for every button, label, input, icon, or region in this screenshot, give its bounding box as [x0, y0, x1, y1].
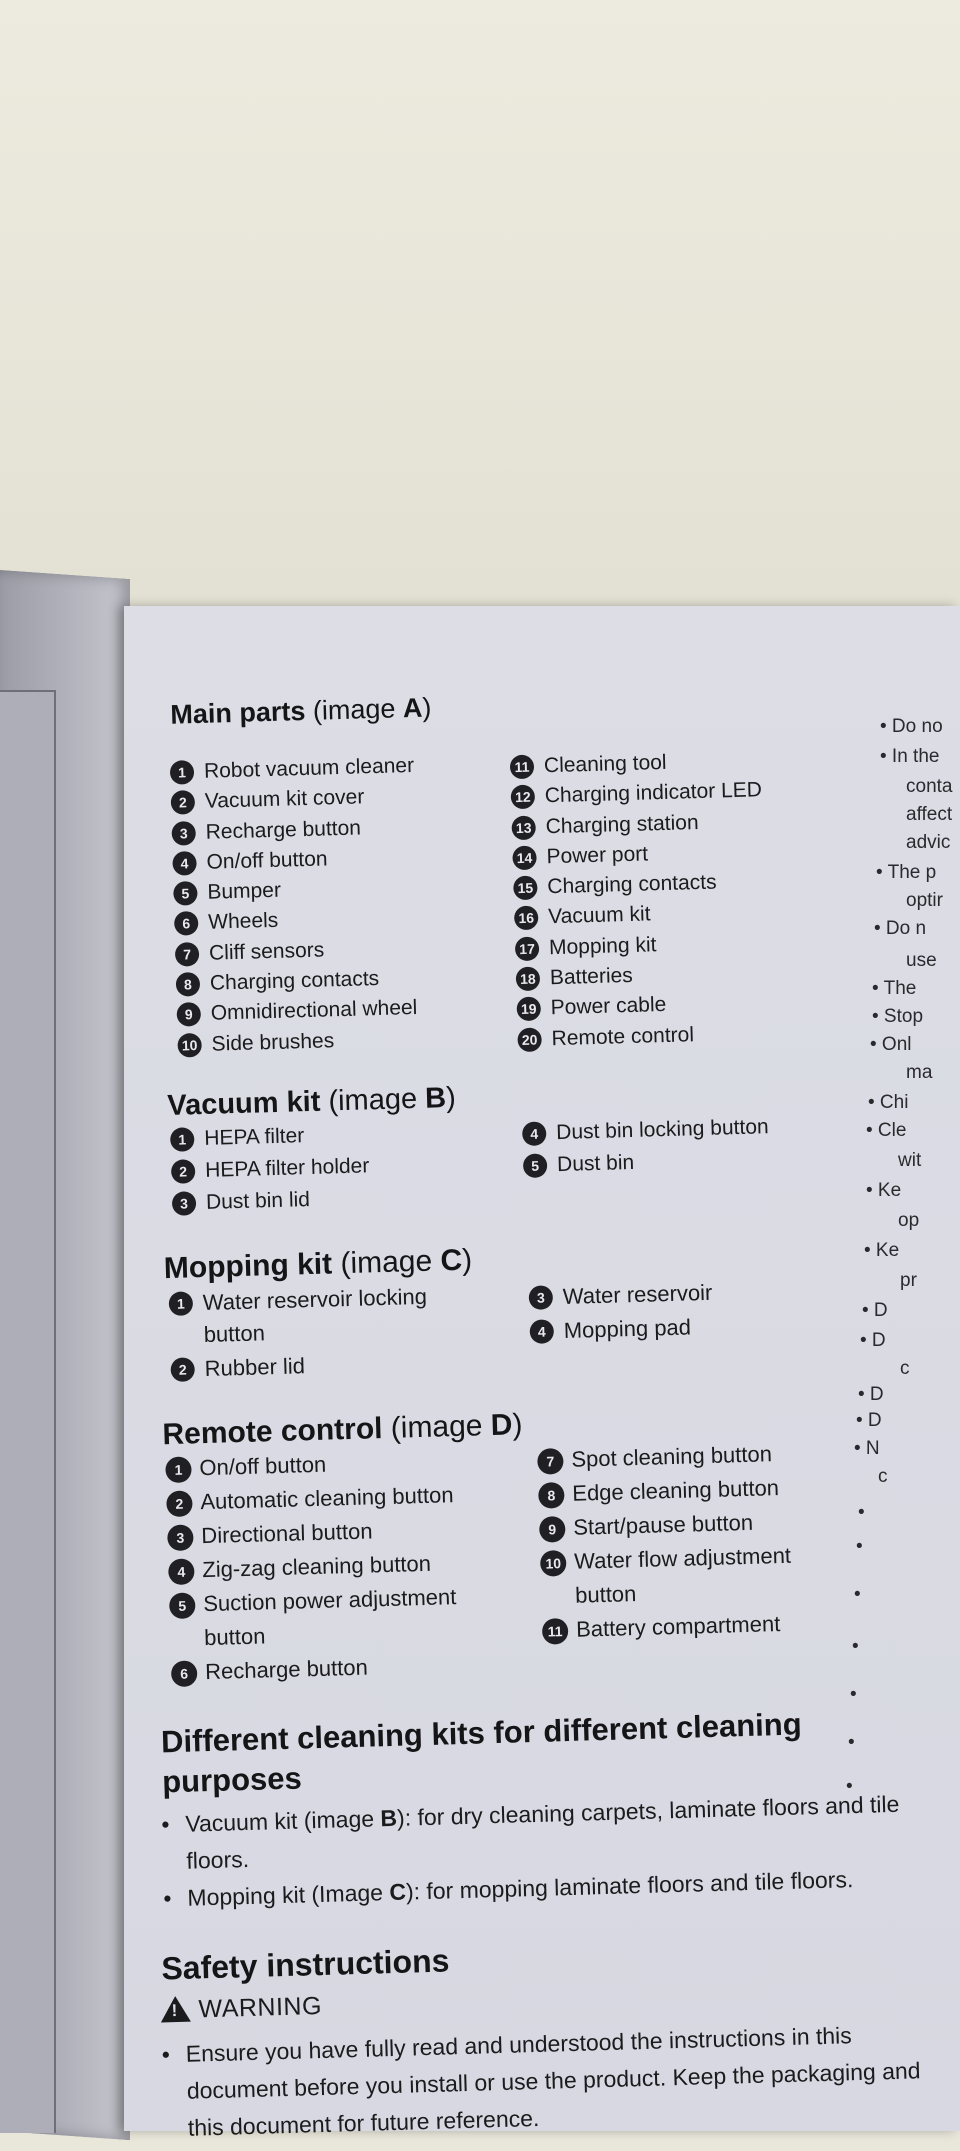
- item-label: Charging indicator LED: [544, 778, 763, 808]
- item-number-badge: 7: [175, 942, 200, 967]
- vacuum-kit-part-item: [523, 1143, 770, 1182]
- item-label: Cleaning tool: [543, 750, 667, 778]
- item-label: Side brushes: [211, 1028, 335, 1056]
- item-label: On/off button: [199, 1451, 327, 1481]
- item-label: Automatic cleaning button: [200, 1482, 454, 1515]
- item-number-badge: 1: [169, 1291, 194, 1316]
- item-number-badge: 1: [165, 1456, 192, 1483]
- item-label: Charging contacts: [547, 870, 717, 899]
- item-number-badge: 4: [168, 1558, 195, 1585]
- mopping-kit-list-left: [168, 1280, 451, 1388]
- main-part-item: [177, 1024, 422, 1061]
- remote-control-list-left: [165, 1443, 512, 1690]
- item-number-badge: 10: [177, 1033, 202, 1058]
- item-label: HEPA filter: [203, 1124, 305, 1150]
- item-number-badge: 7: [537, 1448, 564, 1475]
- mopping-kit-part-item: [170, 1346, 451, 1386]
- remote-part-item: [169, 1579, 511, 1656]
- item-number-badge: 4: [522, 1121, 547, 1146]
- remote-part-item: [540, 1538, 832, 1614]
- mopping-kit-part-item: [529, 1311, 713, 1348]
- item-number-badge: 10: [540, 1550, 567, 1577]
- vacuum-kit-part-item: [172, 1182, 371, 1220]
- item-label: Spot cleaning button: [571, 1441, 773, 1472]
- item-number-badge: 4: [172, 851, 197, 876]
- item-number-badge: 3: [172, 1191, 197, 1216]
- warning-label: WARNING: [198, 1991, 323, 2024]
- bullet-text-part: B: [380, 1804, 398, 1832]
- item-number-badge: 19: [516, 997, 541, 1022]
- remote-control-list-right: [537, 1436, 833, 1648]
- item-label: Recharge button: [205, 816, 362, 844]
- vacuum-kit-list-right: [522, 1111, 770, 1182]
- remote-control-heading: Remote control (image D): [162, 1408, 523, 1452]
- item-label: Directional button: [201, 1518, 373, 1549]
- item-label: Suction power adjustment button: [202, 1584, 457, 1651]
- bullet-text-part: C: [388, 1878, 407, 1906]
- item-number-badge: 2: [171, 1159, 196, 1184]
- item-label: Dust bin lid: [205, 1188, 311, 1214]
- item-number-badge: 3: [171, 821, 196, 846]
- item-label: HEPA filter holder: [204, 1154, 370, 1182]
- item-number-badge: 13: [511, 815, 536, 840]
- mopping-kit-list-right: [528, 1277, 713, 1350]
- item-number-badge: 11: [542, 1618, 569, 1645]
- item-label: Batteries: [549, 963, 634, 990]
- item-number-badge: 2: [166, 1490, 193, 1517]
- item-number-badge: 20: [517, 1027, 542, 1052]
- item-number-badge: 2: [170, 1357, 195, 1382]
- main-part-item: [517, 1018, 769, 1055]
- item-label: Bumper: [207, 878, 282, 904]
- safety-bullets: [161, 2015, 924, 2147]
- main-parts-heading: Main parts (image A): [169, 692, 432, 730]
- item-number-badge: 5: [173, 881, 198, 906]
- item-label: On/off button: [206, 847, 328, 874]
- item-label: Water flow adjustment button: [573, 1542, 792, 1608]
- item-number-badge: 9: [176, 1002, 201, 1027]
- item-label: Wheels: [207, 909, 279, 935]
- safety-bullet: • Ensure you have fully read and understood the instructions in this document before you install or use the product. Keep the packaging and this document for future reference.: [161, 2015, 924, 2147]
- item-label: Mopping pad: [563, 1314, 692, 1343]
- bullet-text-part: ): for dry cleaning carpets, laminate floors and tile floors.: [186, 1790, 900, 1874]
- item-label: Power port: [546, 842, 649, 869]
- item-label: Edge cleaning button: [571, 1475, 780, 1506]
- item-number-badge: 12: [511, 785, 536, 810]
- item-number-badge: 17: [515, 936, 540, 961]
- item-label: Recharge button: [204, 1654, 369, 1685]
- item-number-badge: 8: [538, 1482, 565, 1509]
- cleaning-kits-bullets: [161, 1785, 924, 1917]
- item-number-badge: 3: [167, 1524, 194, 1551]
- item-number-badge: 11: [510, 755, 535, 780]
- item-label: Robot vacuum cleaner: [203, 753, 415, 783]
- item-label: Dust bin locking button: [555, 1115, 769, 1145]
- item-label: Mopping kit: [548, 933, 657, 960]
- item-label: Battery compartment: [575, 1611, 781, 1642]
- main-parts-list-right: [510, 745, 769, 1055]
- item-number-badge: 1: [170, 1127, 195, 1152]
- cleaning-kits-heading: Different cleaning kits for different cleaning purposes: [160, 1706, 803, 1800]
- item-label: Start/pause button: [572, 1509, 754, 1540]
- item-number-badge: 8: [176, 972, 201, 997]
- warning-triangle-icon: !: [160, 1996, 191, 2023]
- item-label: Power cable: [550, 993, 667, 1020]
- bullet-text-part: ): for mopping laminate floors and tile floors.: [405, 1866, 854, 1905]
- item-label: Water reservoir: [562, 1279, 713, 1309]
- item-label: Rubber lid: [204, 1353, 306, 1382]
- item-number-badge: 5: [523, 1153, 548, 1178]
- vacuum-kit-list-left: [170, 1118, 371, 1219]
- warning-label-row: [160, 1992, 322, 2025]
- item-number-badge: 3: [529, 1285, 554, 1310]
- item-label: Charging station: [545, 810, 699, 838]
- item-number-badge: 6: [174, 912, 199, 937]
- remote-part-item: [542, 1606, 833, 1648]
- item-number-badge: 18: [516, 967, 541, 992]
- item-number-badge: 2: [171, 790, 196, 815]
- item-label: Water reservoir locking button: [202, 1283, 428, 1348]
- mopping-kit-part-item: [168, 1280, 450, 1352]
- item-label: Remote control: [551, 1022, 695, 1050]
- item-number-badge: 14: [512, 845, 537, 870]
- item-label: Zig-zag cleaning button: [201, 1550, 432, 1583]
- item-number-badge: 16: [514, 906, 539, 931]
- item-number-badge: 9: [539, 1516, 566, 1543]
- item-label: Vacuum kit cover: [204, 785, 365, 814]
- item-label: Cliff sensors: [208, 938, 325, 965]
- item-number-badge: 5: [169, 1592, 196, 1619]
- mopping-kit-heading: Mopping kit (image C): [163, 1243, 473, 1286]
- safety-heading: Safety instructions: [160, 1942, 450, 1987]
- item-label: Vacuum kit: [547, 902, 651, 929]
- item-number-badge: 4: [529, 1319, 554, 1344]
- item-label: Omnidirectional wheel: [210, 996, 418, 1026]
- bullet-text-part: Mopping kit (Image: [187, 1879, 390, 1911]
- item-label: Dust bin: [556, 1150, 635, 1177]
- mopping-kit-part-item: [528, 1277, 712, 1314]
- item-number-badge: 15: [513, 876, 538, 901]
- item-label: Charging contacts: [209, 967, 380, 995]
- bullet-text-part: Vacuum kit (image: [185, 1805, 381, 1837]
- vacuum-kit-heading: Vacuum kit (image B): [166, 1081, 457, 1122]
- item-number-badge: 6: [171, 1660, 198, 1687]
- main-parts-list-left: [170, 751, 422, 1061]
- item-number-badge: 1: [170, 760, 195, 785]
